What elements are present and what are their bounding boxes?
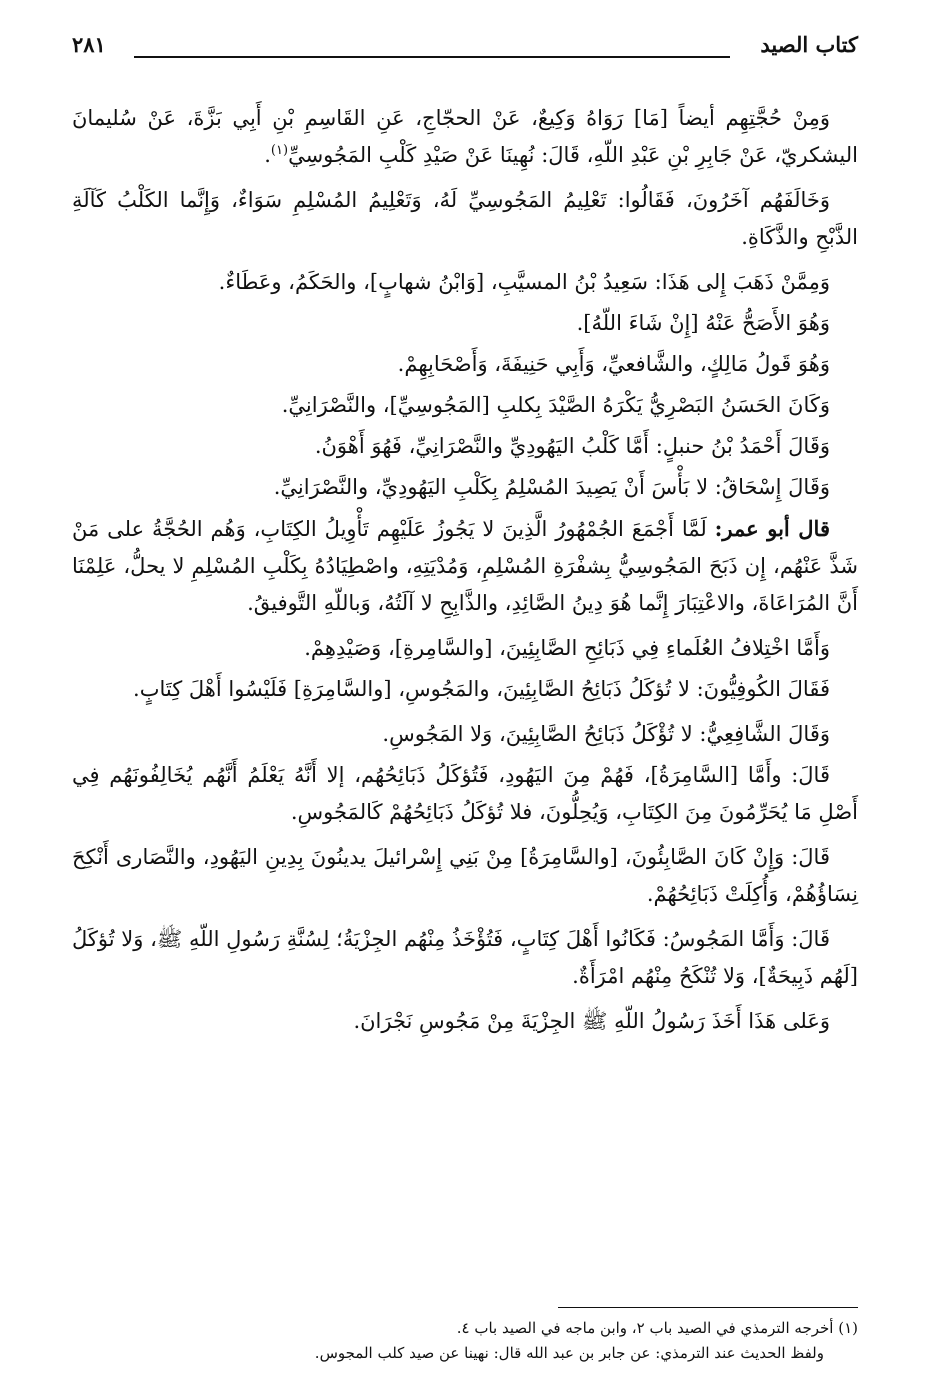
paragraph: قَالَ: وَإِنْ كَانَ الصَّابِئُونَ، [والسَّامِرَةُ] مِنْ بَنِي إِسْرائيلَ يدينُونَ بِدِينِ اليَهُودِ، والنَّصَارى أَنْكِحَ نِسَاؤُهُمْ، وَأُكِلَتْ ذَبَائِحُهُمْ.	[72, 845, 858, 906]
paragraph: وَقَالَ الشَّافِعِيُّ: لا تُؤْكَلُ ذَبَائِحُ الصَّابِئِينَ، وَلا المَجُوسِ.	[382, 722, 830, 746]
paragraph: وَأَمَّا اخْتِلافُ العُلَماءِ فِي ذَبَائِحِ الصَّابِئِينَ، [والسَّامِرةِ]، وَصَيْدِهِمْ.	[304, 636, 830, 660]
paragraph: وَمِنْ حُجَّتِهِم أيضاً [مَا] رَوَاهُ وَكِيعٌ، عَنْ الحجّاجِ، عَنِ القَاسِمِ بْنِ أَبِي بَزَّةَ، عَنْ سُليمانَ اليشكريّ، عَنْ جَابِرِ بْنِ عَبْدِ اللّهِ، قَالَ: نُهِينَا عَنْ صَيْدِ كَلْبِ المَجُوسِيِّ$^{(١)}$.	[72, 106, 858, 167]
paragraph: وَقَالَ إِسْحَاقُ: لا بَأْسَ أَنْ يَصِيدَ المُسْلِمُ بِكَلْبِ اليَهُودِيِّ، والنَّصْرَانِيِّ.	[273, 475, 830, 499]
chapter-title: كتاب الصيد	[760, 32, 858, 57]
paragraph: وَعَلى هَذَا أَخَذَ رَسُولُ اللّهِ ﷺ الجِزْيَةَ مِنْ مَجُوسِ نَجْرَانَ.	[353, 1009, 830, 1033]
paragraph: قَالَ: وأَمَّا [السَّامِرَةُ]، فَهُمْ مِنَ اليَهُودِ، فَتُؤكَلُ ذَبَائِحُهُم، إلا أَنَّهُ يَعْلَمُ أَنَّهُم يُخَالِفُونَهُم فِي أَصْلِ مَا يُحَرِّمُونَ مِنَ الكِتَابِ، وَيُحِلُّونَ، فلا تُؤكَلُ ذَبَائِحُهُمْ كَالمَجُوسِ.	[72, 763, 858, 824]
main-text	[72, 100, 858, 1048]
footnote-continuation: ولفظ الحديث عند الترمذي: عن جابر بن عبد الله قال: نهينا عن صيد كلب المجوس.	[314, 1344, 824, 1362]
paragraph: وَهُوَ الأَصَحُّ عَنْهُ [إِنْ شَاءَ اللّهُ].	[576, 311, 830, 335]
header-rule	[134, 56, 730, 58]
paragraph: وَخَالَفَهُم آخَرُونَ، فَقَالُوا: تَعْلِيمُ المَجُوسِيِّ لَهُ، وَتَعْلِيمُ المُسْلِمِ سَوَاءٌ، وَإِنَّما الكَلْبُ كَآلَةِ الذَّبْحِ والذَّكَاةِ.	[72, 188, 858, 249]
footnotes	[72, 1316, 858, 1366]
paragraph: وَقَالَ أَحْمَدُ بْنُ حنبلٍ: أَمَّا كَلْبُ اليَهُودِيِّ والنَّصْرَانِيِّ، فَهُوَ أَهْوَنُ.	[314, 434, 830, 458]
paragraph: فَقَالَ الكُوفِيُّونَ: لا تُؤكَلُ ذَبَائِحُ الصَّابِئِينَ، والمَجُوسِ، [والسَّامِرَةِ] فَلَيْسُوا أَهْلَ كِتَابٍ.	[133, 677, 830, 701]
paragraph: وَمِمَّنْ ذَهَبَ إِلى هَذَا: سَعِيدُ بْنُ المسيَّبِ، [وَابْنُ شهابٍ]، والحَكَمُ، وعَطَاءٌ.	[218, 270, 830, 294]
paragraph: قَالَ: وَأَمَّا المَجُوسُ: فَكَانُوا أَهْلَ كِتَابٍ، فَتُؤْخَذُ مِنْهُم الجِزْيَةُ؛ لِسُنَّةِ رَسُولِ اللّهِ ﷺ، وَلا تُؤكَلُ [لَهُم ذَبِيحَةٌ]، وَلا تُنْكَحُ مِنْهُم امْرَأَةٌ.	[72, 927, 858, 988]
page-number: ٢٨١	[72, 32, 106, 57]
paragraph: قال أبو عمر: لَمَّا أَجْمَعَ الجُمْهُورُ الَّذِينَ لا يَجُوزُ عَلَيْهِم تَأْوِيلُ الكِتَابِ، وَهُم الحُجَّةُ على مَنْ شَذَّ عَنْهُم، إِن ذَبَحَ المَجُوسِيُّ بِشفْرَةِ المُسْلِمِ، وَمُدْيَتِهِ، واصْطِيَادُهُ بِكَلْبِ المُسْلِمِ لا يحلُّ، عَلِمْنَا أَنَّ المُرَاعَاةَ، والاعْتِبَارَ إِنَّما هُوَ دِينُ الصَّائِدِ، والذَّابِحِ لا آلَتُهُ، وَباللّهِ التَّوفيقُ.	[72, 516, 858, 615]
footnote-reference: (١)	[270, 143, 289, 158]
paragraph: وَكَانَ الحَسَنُ البَصْرِيُّ يَكْرَهُ الصَّيْدَ بِكلبِ [المَجُوسِيِّ]، والنَّصْرَانِيِّ.	[281, 393, 830, 417]
paragraph: وَهُوَ قَولُ مَالِكٍ، والشَّافعيِّ، وَأَبِي حَنِيفَةَ، وَأَصْحَابِهِمْ.	[397, 352, 830, 376]
speaker-label: قال أبو عمر:	[714, 516, 830, 541]
running-header	[72, 30, 858, 64]
footnote-separator	[558, 1307, 858, 1308]
footnote: (١) أخرجه الترمذي في الصيد باب ٢، وابن ماجه في الصيد باب ٤.	[456, 1319, 858, 1337]
